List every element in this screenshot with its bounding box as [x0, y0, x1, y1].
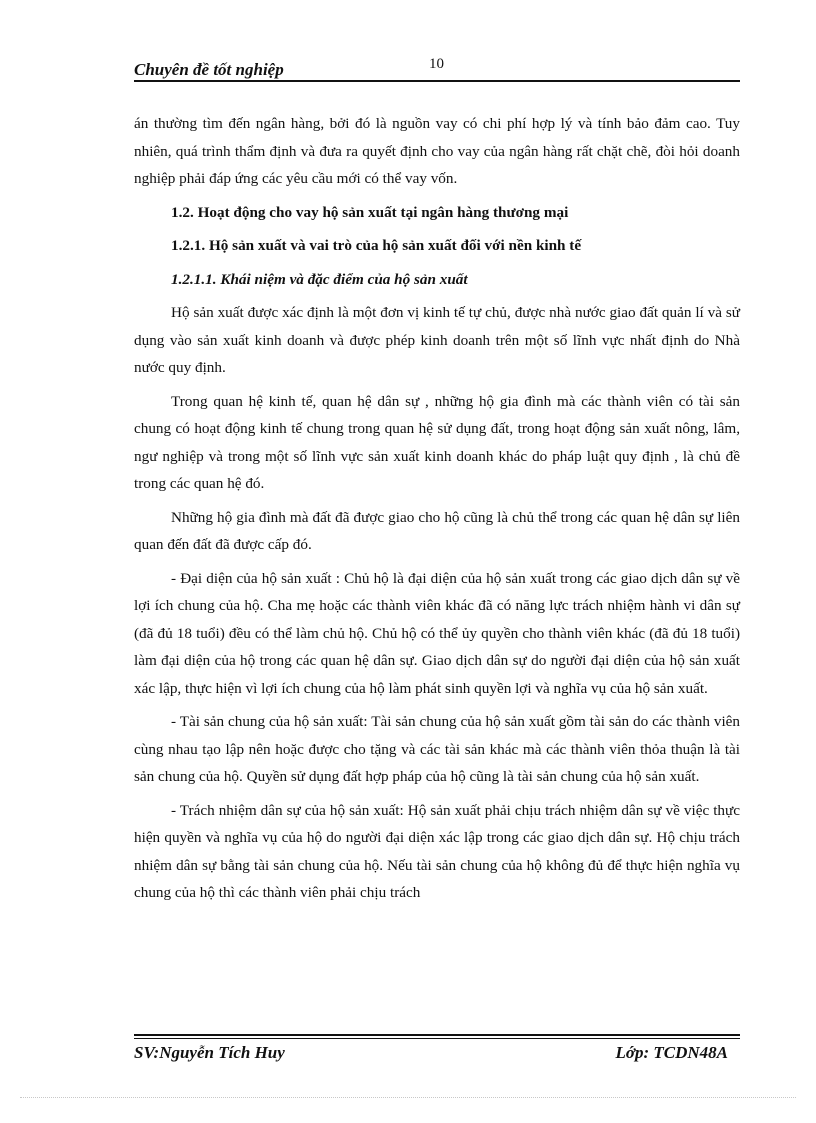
- paragraph-liability: - Trách nhiệm dân sự của hộ sản xuất: Hộ sản xuất phải chịu trách nhiệm dân sự về việc thực hiện quyền và nghĩa vụ của hộ do người đại diện xác lập trong các giao dịch dân sự. Hộ chịu trách nhiệm dân sự bằng tài sản chung của hộ. Nếu tài sản chung của hộ không đủ để thực hiện nghĩa vụ chung của hộ thì các thành viên phải chịu trách: [134, 801, 740, 901]
- section-heading-1-2-1-1: 1.2.1.1. Khái niệm và đặc điểm của hộ sản xuất: [171, 270, 468, 288]
- paragraph-representative: - Đại diện của hộ sản xuất : Chủ hộ là đại diện của hộ sản xuất trong các giao dịch dân sự về lợi ích chung của hộ. Cha mẹ hoặc các thành viên khác đã có năng lực trách nhiệm hành vi dân sự (đã đủ 18 tuổi) đều có thể làm chủ hộ. Chủ hộ có thể ủy quyền cho thành viên khác (đã đủ 18 tuổi) làm đại diện của hộ trong các quan hệ dân sự. Giao dịch dân sự do người đại diện của hộ sản xuất xác lập, thực hiện vì lợi ích chung của hộ làm phát sinh quyền lợi và nghĩa vụ của hộ sản xuất.: [134, 569, 740, 697]
- paragraph-definition: Hộ sản xuất được xác định là một đơn vị kinh tế tự chủ, được nhà nước giao đất quản lí và sử dụng vào sản xuất kinh doanh và được phép kinh doanh trên một số lĩnh vực nhất định do Nhà nước quy định.: [134, 304, 740, 376]
- paragraph-relations: Trong quan hệ kinh tế, quan hệ dân sự , những hộ gia đình mà các thành viên có tài sản chung có hoạt động kinh tế chung trong quan hệ sử dụng đất, trong hoạt động sản xuất nông, lâm, ngư nghiệp và trong một số lĩnh vực sản xuất kinh doanh khác do pháp luật quy định , là chủ đề trong các quan hệ đó.: [134, 392, 740, 492]
- page-bottom-edge: [20, 1097, 796, 1098]
- footer-divider-thick: [134, 1034, 740, 1036]
- section-heading-1-2-1: 1.2.1. Hộ sản xuất và vai trò của hộ sản xuất đối với nền kinh tế: [171, 237, 582, 254]
- paragraph-property: - Tài sản chung của hộ sản xuất: Tài sản chung của hộ sản xuất gồm tài sản do các thành viên cùng nhau tạo lập nên hoặc được cho tặng và các tài sản khác mà các thành viên thỏa thuận là tài sản chung của hộ. Quyền sử dụng đất hợp pháp của hộ cũng là tài sản chung của hộ sản xuất.: [134, 713, 740, 785]
- paragraph-land: Những hộ gia đình mà đất đã được giao cho hộ cũng là chủ thể trong các quan hệ dân sự liên quan đến đất đã được cấp đó.: [134, 508, 740, 553]
- body-content: [134, 110, 740, 913]
- page-number: 10: [429, 56, 444, 72]
- footer-class: Lớp: TCDN48A: [615, 1043, 728, 1062]
- paragraph-intro: án thường tìm đến ngân hàng, bởi đó là nguồn vay có chi phí hợp lý và tính bảo đảm cao. Tuy nhiên, quá trình thẩm định và đưa ra quyết định cho vay của ngân hàng rất chặt chẽ, đòi hỏi doanh nghiệp phải đáp ứng các yêu cầu mới có thể vay vốn.: [134, 115, 740, 187]
- footer-student-name: SV:Nguyễn Tích Huy: [134, 1043, 285, 1062]
- header-divider: [134, 80, 740, 82]
- footer-divider-thin: [134, 1038, 740, 1039]
- section-heading-1-2: 1.2. Hoạt động cho vay hộ sản xuất tại ngân hàng thương mại: [171, 203, 569, 221]
- header-title: Chuyên đề tốt nghiệp: [134, 60, 284, 79]
